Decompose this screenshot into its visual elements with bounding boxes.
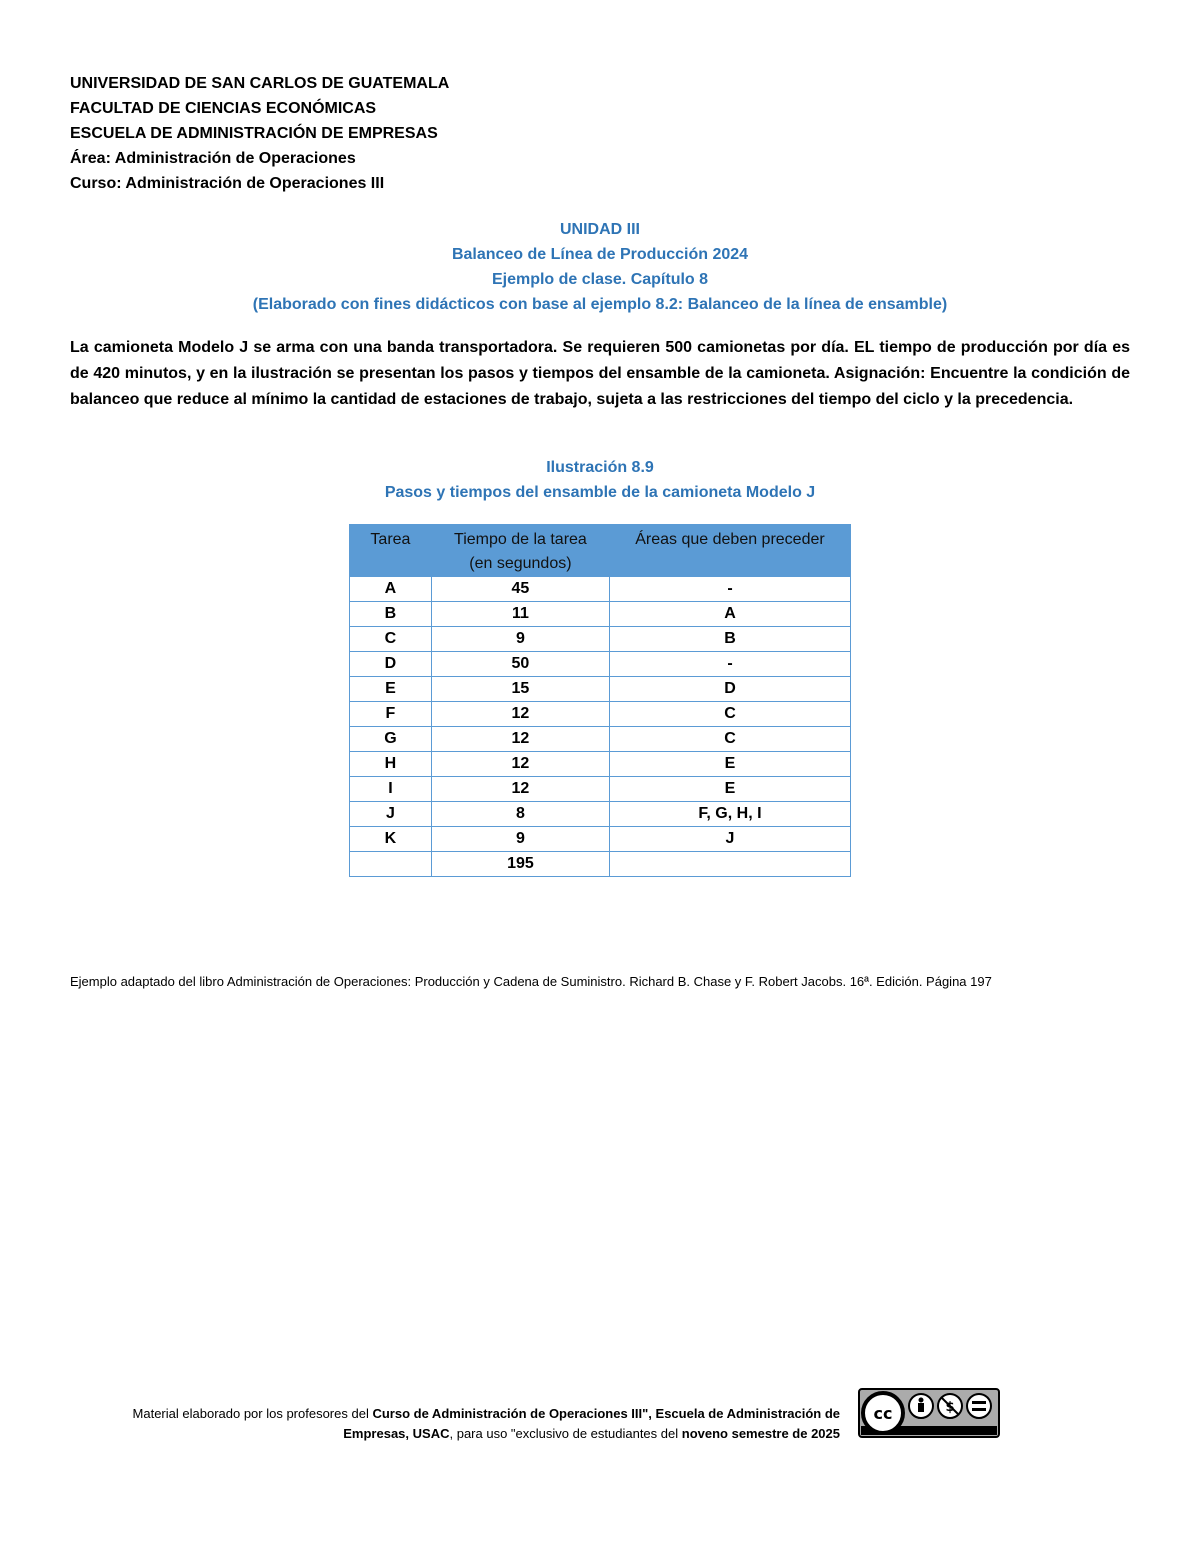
unit-title: UNIDAD III: [560, 221, 640, 238]
cell-task: J: [350, 802, 432, 827]
course-name: Curso: Administración de Operaciones III: [70, 175, 385, 192]
cell-time: 9: [431, 827, 609, 852]
example-subtitle: (Elaborado con fines didácticos con base al ejemplo 8.2: Balanceo de la línea de ensamble): [252, 296, 948, 313]
table-row: [350, 602, 851, 627]
cc-badge-svg: [858, 1388, 1000, 1438]
example-title: Ejemplo de clase. Capítulo 8: [491, 271, 709, 288]
cell-task: E: [350, 677, 432, 702]
cell-time: 11: [431, 602, 609, 627]
footer-line-1: [60, 1404, 840, 1424]
svg-text:cc: cc: [873, 1404, 893, 1423]
footer-line-2: [60, 1424, 840, 1444]
figure-label: Ilustración 8.9: [546, 459, 654, 476]
total-time: 195: [431, 852, 609, 877]
document-title: [0, 217, 1200, 317]
footer-line1-bold: Curso de Administración de Operaciones III", Escuela de Administración de: [372, 1406, 840, 1421]
footer-credit: [60, 1404, 840, 1444]
table-row: [350, 627, 851, 652]
footer-line2-end: noveno semestre de 2025: [681, 1426, 840, 1441]
task-table: [349, 524, 851, 877]
table-row: [350, 802, 851, 827]
cell-preceding: A: [609, 602, 850, 627]
footer-line1-prefix: Material elaborado por los profesores del: [132, 1406, 373, 1421]
cell-time: 12: [431, 727, 609, 752]
cell-time: 9: [431, 627, 609, 652]
cell-time: 12: [431, 702, 609, 727]
svg-text:$: $: [945, 1400, 955, 1415]
cell-time: 12: [431, 752, 609, 777]
school-name: ESCUELA DE ADMINISTRACIÓN DE EMPRESAS: [70, 125, 438, 142]
table-row: [350, 827, 851, 852]
figure-title: [0, 455, 1200, 505]
table-row: [350, 727, 851, 752]
institution-header: [70, 71, 449, 196]
area-name: Área: Administración de Operaciones: [70, 150, 356, 167]
cell-preceding: E: [609, 752, 850, 777]
cell-preceding: -: [609, 652, 850, 677]
cell-task: K: [350, 827, 432, 852]
figure-caption: Pasos y tiempos del ensamble de la camioneta Modelo J: [384, 484, 816, 501]
cell-task: I: [350, 777, 432, 802]
cell-time: 45: [431, 577, 609, 602]
table-row: [350, 752, 851, 777]
header-time: [431, 525, 609, 577]
cell-task: C: [350, 627, 432, 652]
cell-preceding: D: [609, 677, 850, 702]
header-time-line1: Tiempo de la tarea: [454, 531, 587, 548]
university-name: UNIVERSIDAD DE SAN CARLOS DE GUATEMALA: [70, 75, 450, 92]
cell-task: A: [350, 577, 432, 602]
faculty-name: FACULTAD DE CIENCIAS ECONÓMICAS: [70, 100, 377, 117]
cell-task: G: [350, 727, 432, 752]
cell-preceding: C: [609, 727, 850, 752]
source-note: Ejemplo adaptado del libro Administración de Operaciones: Producción y Cadena de Suministro. Richard B. Chase y F. Robert Jacobs. 16ª. Edición. Página 197: [70, 974, 992, 989]
footer-line2-mid: , para uso "exclusivo de estudiantes del: [449, 1426, 682, 1441]
topic-title: Balanceo de Línea de Producción 2024: [451, 246, 749, 263]
task-rows: [350, 577, 851, 877]
table-row: [350, 577, 851, 602]
cell-preceding: B: [609, 627, 850, 652]
header-time-line2: (en segundos): [469, 555, 572, 572]
header-task: Tarea: [350, 525, 432, 577]
table-header-row: [350, 525, 851, 577]
footer-line2-bold: Empresas, USAC: [343, 1426, 450, 1441]
table-total-row: [350, 852, 851, 877]
creative-commons-by-nc-nd-icon: [858, 1388, 1000, 1438]
cell-time: 50: [431, 652, 609, 677]
table-row: [350, 702, 851, 727]
cell-task: F: [350, 702, 432, 727]
cell-task: H: [350, 752, 432, 777]
table-row: [350, 677, 851, 702]
cell-task: B: [350, 602, 432, 627]
cell-time: 15: [431, 677, 609, 702]
cell-time: 12: [431, 777, 609, 802]
cell-task: D: [350, 652, 432, 677]
cell-preceding: E: [609, 777, 850, 802]
total-empty-cell: [350, 852, 432, 877]
table-row: [350, 652, 851, 677]
cell-preceding: C: [609, 702, 850, 727]
header-preceding: Áreas que deben preceder: [609, 525, 850, 577]
cell-preceding: F, G, H, I: [609, 802, 850, 827]
total-empty-cell: [609, 852, 850, 877]
cell-time: 8: [431, 802, 609, 827]
cell-preceding: -: [609, 577, 850, 602]
problem-statement: La camioneta Modelo J se arma con una banda transportadora. Se requieren 500 camionetas por día. EL tiempo de producción por día es de 420 minutos, y en la ilustración se presentan los pasos y tiempos del ensamble de la camioneta. Asignación: Encuentre la condición de balanceo que reduce al mínimo la cantidad de estaciones de trabajo, sujeta a las restricciones del tiempo del ciclo y la precedencia.: [70, 339, 1130, 408]
cell-preceding: J: [609, 827, 850, 852]
table-row: [350, 777, 851, 802]
